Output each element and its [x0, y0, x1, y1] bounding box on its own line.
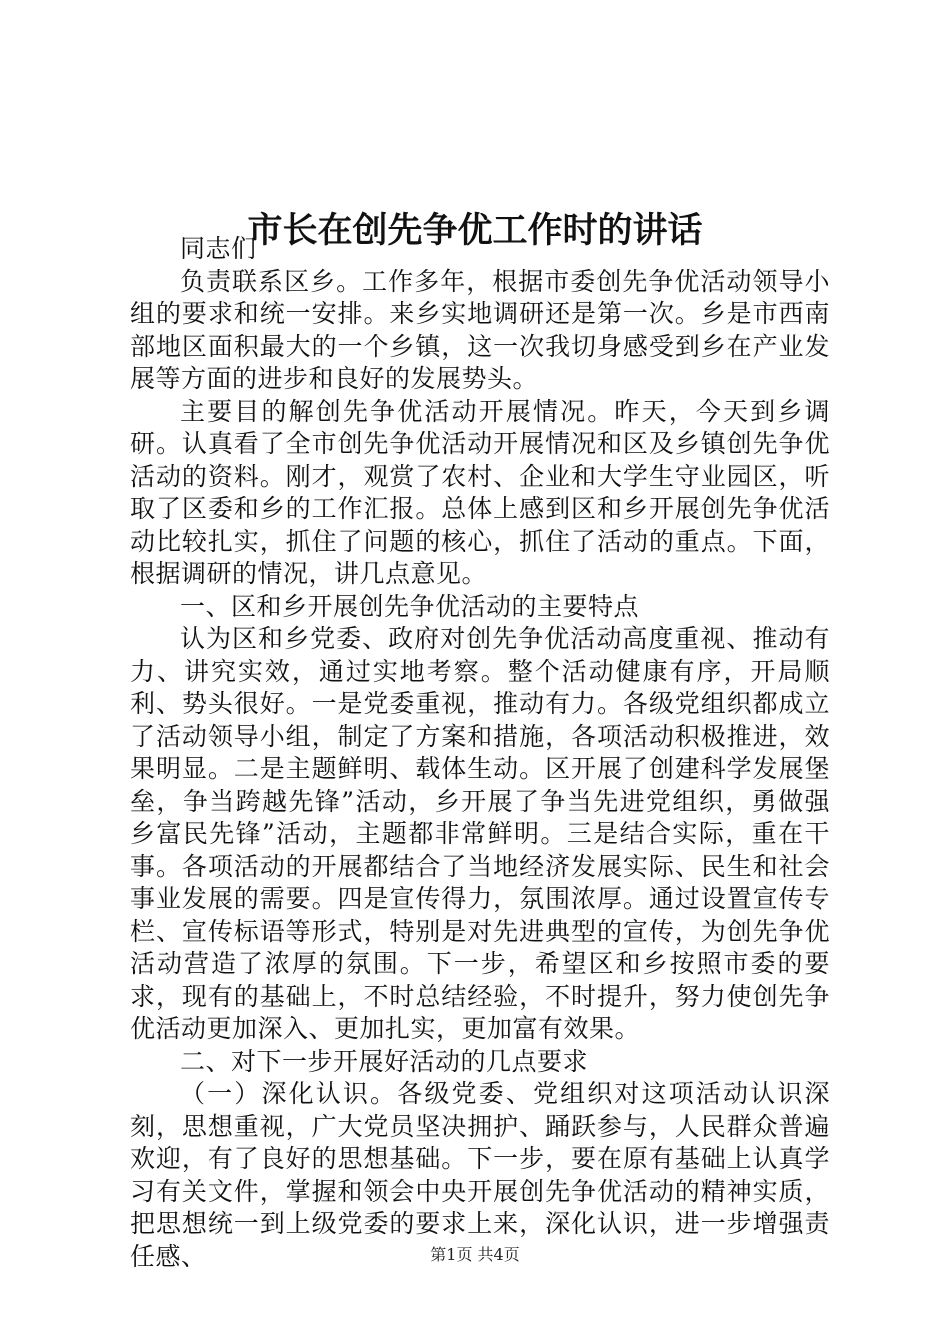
document-title: 市长在创先争优工作时的讲话 [247, 210, 703, 252]
page-footer: 第1页 共4页 [430, 1245, 520, 1264]
salutation-paragraph: 同志们 [180, 234, 257, 263]
features-paragraph: 认为区和乡党委、政府对创先争优活动高度重视、推动有力、讲究实效，通过实地考察。整个活动健康有序，开局顺利、势头很好。一是党委重视，推动有力。各级党组织都成立了活动领导小组，制定了方案和措施，各项活动积极推进，效果明显。二是主题鲜明、载体生动。区开展了创建科学发展堡垒，争当跨越先锋”活动，乡开展了争当先进党组织，勇做强乡富民先锋”活动，主题都非常鲜明。三是结合实际，重在干事。各项活动的开展都结合了当地经济发展实际、民生和社会事业发展的需要。四是宣传得力，氛围浓厚。通过设置宣传专栏、宣传标语等形式，特别是对先进典型的宣传，为创先争优活动营造了浓厚的氛围。下一步，希望区和乡按照市委的要求，现有的基础上，不时总结经验，不时提升，努力使创先争优活动更加深入、更加扎实，更加富有效果。 [130, 624, 830, 1043]
document-body [130, 233, 830, 1273]
intro-paragraph: 负责联系区乡。工作多年，根据市委创先争优活动领导小组的要求和统一安排。来乡实地调研还是第一次。乡是市西南部地区面积最大的一个乡镇，这一次我切身感受到乡在产业发展等方面的进步和良好的发展势头。 [130, 266, 830, 393]
purpose-paragraph: 主要目的解创先争优活动开展情况。昨天，今天到乡调研。认真看了全市创先争优活动开展情况和区及乡镇创先争优活动的资料。刚才，观赏了农村、企业和大学生守业园区，听取了区委和乡的工作汇报。总体上感到区和乡开展创先争优活动比较扎实，抓住了问题的核心，抓住了活动的重点。下面，根据调研的情况，讲几点意见。 [130, 396, 830, 588]
requirements-paragraph: （一）深化认识。各级党委、党组织对这项活动认识深刻，思想重视，广大党员坚决拥护、踊跃参与，人民群众普遍欢迎，有了良好的思想基础。下一步，要在原有基础上认真学习有关文件，掌握和领会中央开展创先争优活动的精神实质，把思想统一到上级党委的要求上来，深化认识，进一步增强责任感、 [130, 1079, 830, 1271]
section-heading-two: 二、对下一步开展好活动的几点要求 [180, 1046, 589, 1076]
section-heading-one: 一、区和乡开展创先争优活动的主要特点 [180, 591, 640, 621]
